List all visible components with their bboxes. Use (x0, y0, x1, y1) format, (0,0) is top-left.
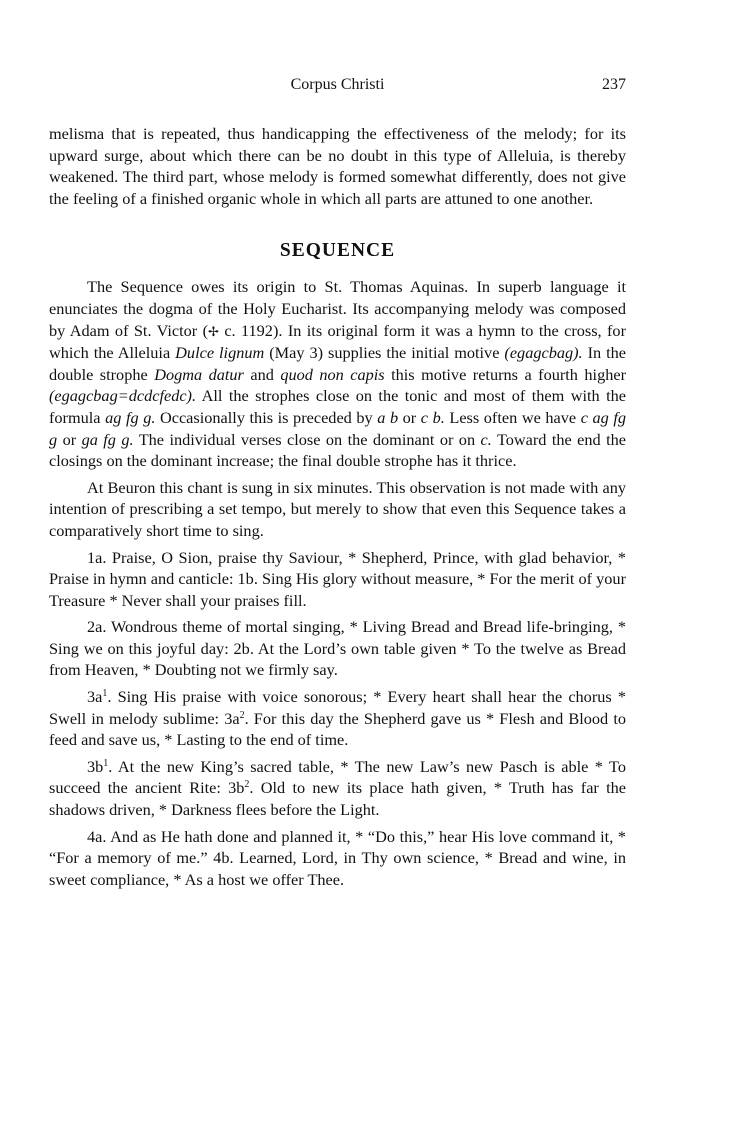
page-number: 237 (602, 76, 626, 93)
cross-symbol: ✢ (208, 323, 219, 339)
sequence-paragraph: The Sequence owes its origin to St. Thomas Aquinas. In superb language it enunciates the dogma of the Holy Eucharist. Its accompanying melody was composed by Adam of St. Victor (✢ c. 1192). In its original form it was a hymn to the cross, for which the Alleluia Dulce lignum (May 3) supplies the initial motive (egagcbag). In the double strophe Dogma datur and quod non capis this motive returns a fourth higher (egagcbag=dcdcfedc). All the strophes close on the tonic and most of them with the formula ag fg g. Occasionally this is preceded by a b or c b. Less often we have c ag fg g or ga fg g. The individual verses close on the dominant or on c. Toward the end the closings on the dominant increase; the final double strophe has it thrice. (49, 277, 627, 471)
verse-5: 4a. And as He hath done and planned it, * “Do this,” hear His love command it, * “For a memory of me.” 4b. Learned, Lord, in Thy own science, * Bread and wine, in sweet compliance, * As a host we offer Thee. (49, 826, 626, 889)
running-title: Corpus Christi (290, 76, 385, 93)
page (49, 0, 626, 890)
beuron-paragraph: At Beuron this chant is sung in six minutes. This observation is not made with any intention of prescribing a set tempo, but merely to show that even this Sequence takes a comparatively short time to sing. (49, 477, 626, 540)
intro-paragraph: melisma that is repeated, thus handicapping the effectiveness of the melody; for its upward surge, about which there can be no doubt in this type of Alleluia, is thereby weakened. The third part, whose melody is formed somewhat differently, does not give the feeling of a finished organic whole in which all parts are attuned to one another. (49, 124, 626, 208)
running-header (49, 76, 626, 96)
section-heading: SEQUENCE (279, 240, 396, 262)
verse-1: 1a. Praise, O Sion, praise thy Saviour, * Shepherd, Prince, with glad behavior, * Praise in hymn and canticle: 1b. Sing His glory without measure, * For the merit of your Treasure * Never shall your praises fill. (49, 547, 626, 610)
verse-3: $3a^1$. Sing His praise with voice sonorous; * Every heart shall hear the chorus * Swell in melody sublime: $3a^2$. For this day the Shepherd gave us * Flesh and Blood to feed and save us, * Lasting to the end of time. (49, 687, 626, 750)
verse-2: 2a. Wondrous theme of mortal singing, * Living Bread and Bread life-bringing, * Sing we on this joyful day: 2b. At the Lord’s own table given * To the twelve as Bread from Heaven, * Doubting not we firmly say. (49, 617, 626, 680)
verse-4: $3b^1$. At the new King’s sacred table, * The new Law’s new Pasch is able * To succeed the ancient Rite: $3b^2$. Old to new its place hath given, * Truth has far the shadows driven, * Darkness flees before the Light. (49, 756, 626, 820)
